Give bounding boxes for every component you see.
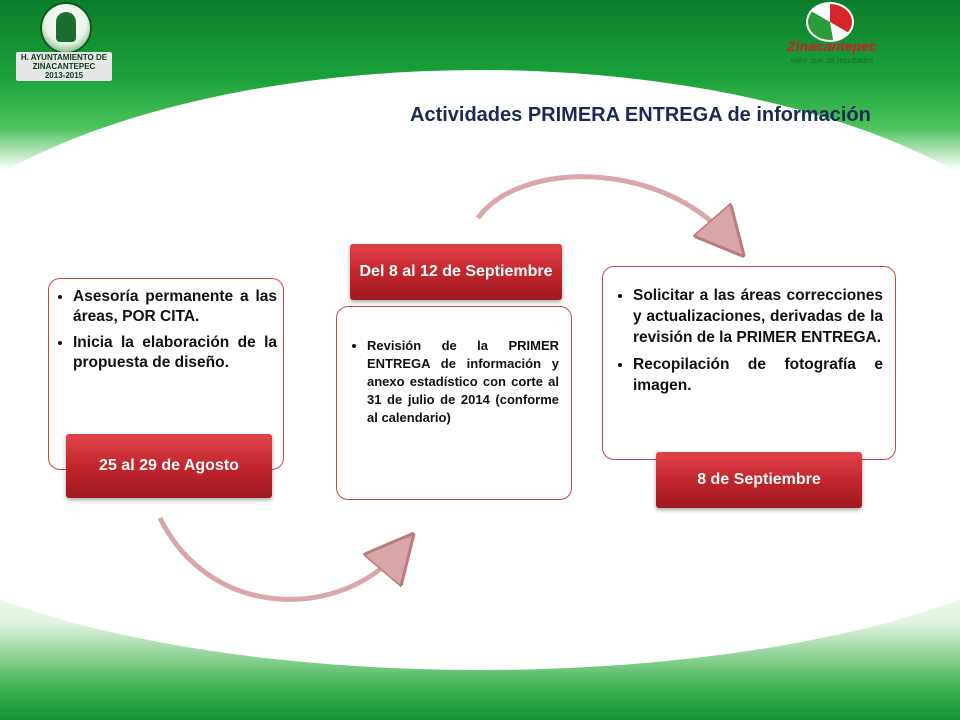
step-3-item-1: • Solicitar a las áreas correcciones y actualizaciones, derivadas de la revisión de la PRIMER ENTREGA. xyxy=(633,285,883,348)
zinacantepec-logo-name: Zinacantepec xyxy=(787,38,877,54)
step-3-date-badge: 8 de Septiembre xyxy=(656,452,862,508)
zinacantepec-logo-tagline: valor que da resultados xyxy=(790,56,874,65)
step-2-item-1: • Revisión de la PRIMER ENTREGA de información y anexo estadístico con corte al 31 de julio de 2014 (conforme al calendario) xyxy=(367,337,559,427)
step-3-item-2: • Recopilación de fotografía e imagen. xyxy=(633,354,883,396)
arrow-step2-to-step3 xyxy=(478,177,728,238)
step-1-item-1: • Asesoría permanente a las áreas, POR CITA. xyxy=(73,287,277,327)
step-1-date-badge: 25 al 29 de Agosto xyxy=(66,434,272,498)
page-title: Actividades PRIMERA ENTREGA de información xyxy=(410,104,871,126)
step-1-item-2: • Inicia la elaboración de la propuesta de diseño. xyxy=(73,333,277,373)
step-3-card xyxy=(602,266,896,460)
arrow-step1-to-step2 xyxy=(160,518,398,599)
ayuntamiento-label-line-3: 2013-2015 xyxy=(44,71,84,80)
ayuntamiento-label-line-1: H. AYUNTAMIENTO DE xyxy=(20,53,108,62)
step-2-date-badge: Del 8 al 12 de Septiembre xyxy=(350,244,562,300)
step-2-card xyxy=(336,306,572,500)
ayuntamiento-label-line-2: ZINACANTEPEC xyxy=(32,62,96,71)
